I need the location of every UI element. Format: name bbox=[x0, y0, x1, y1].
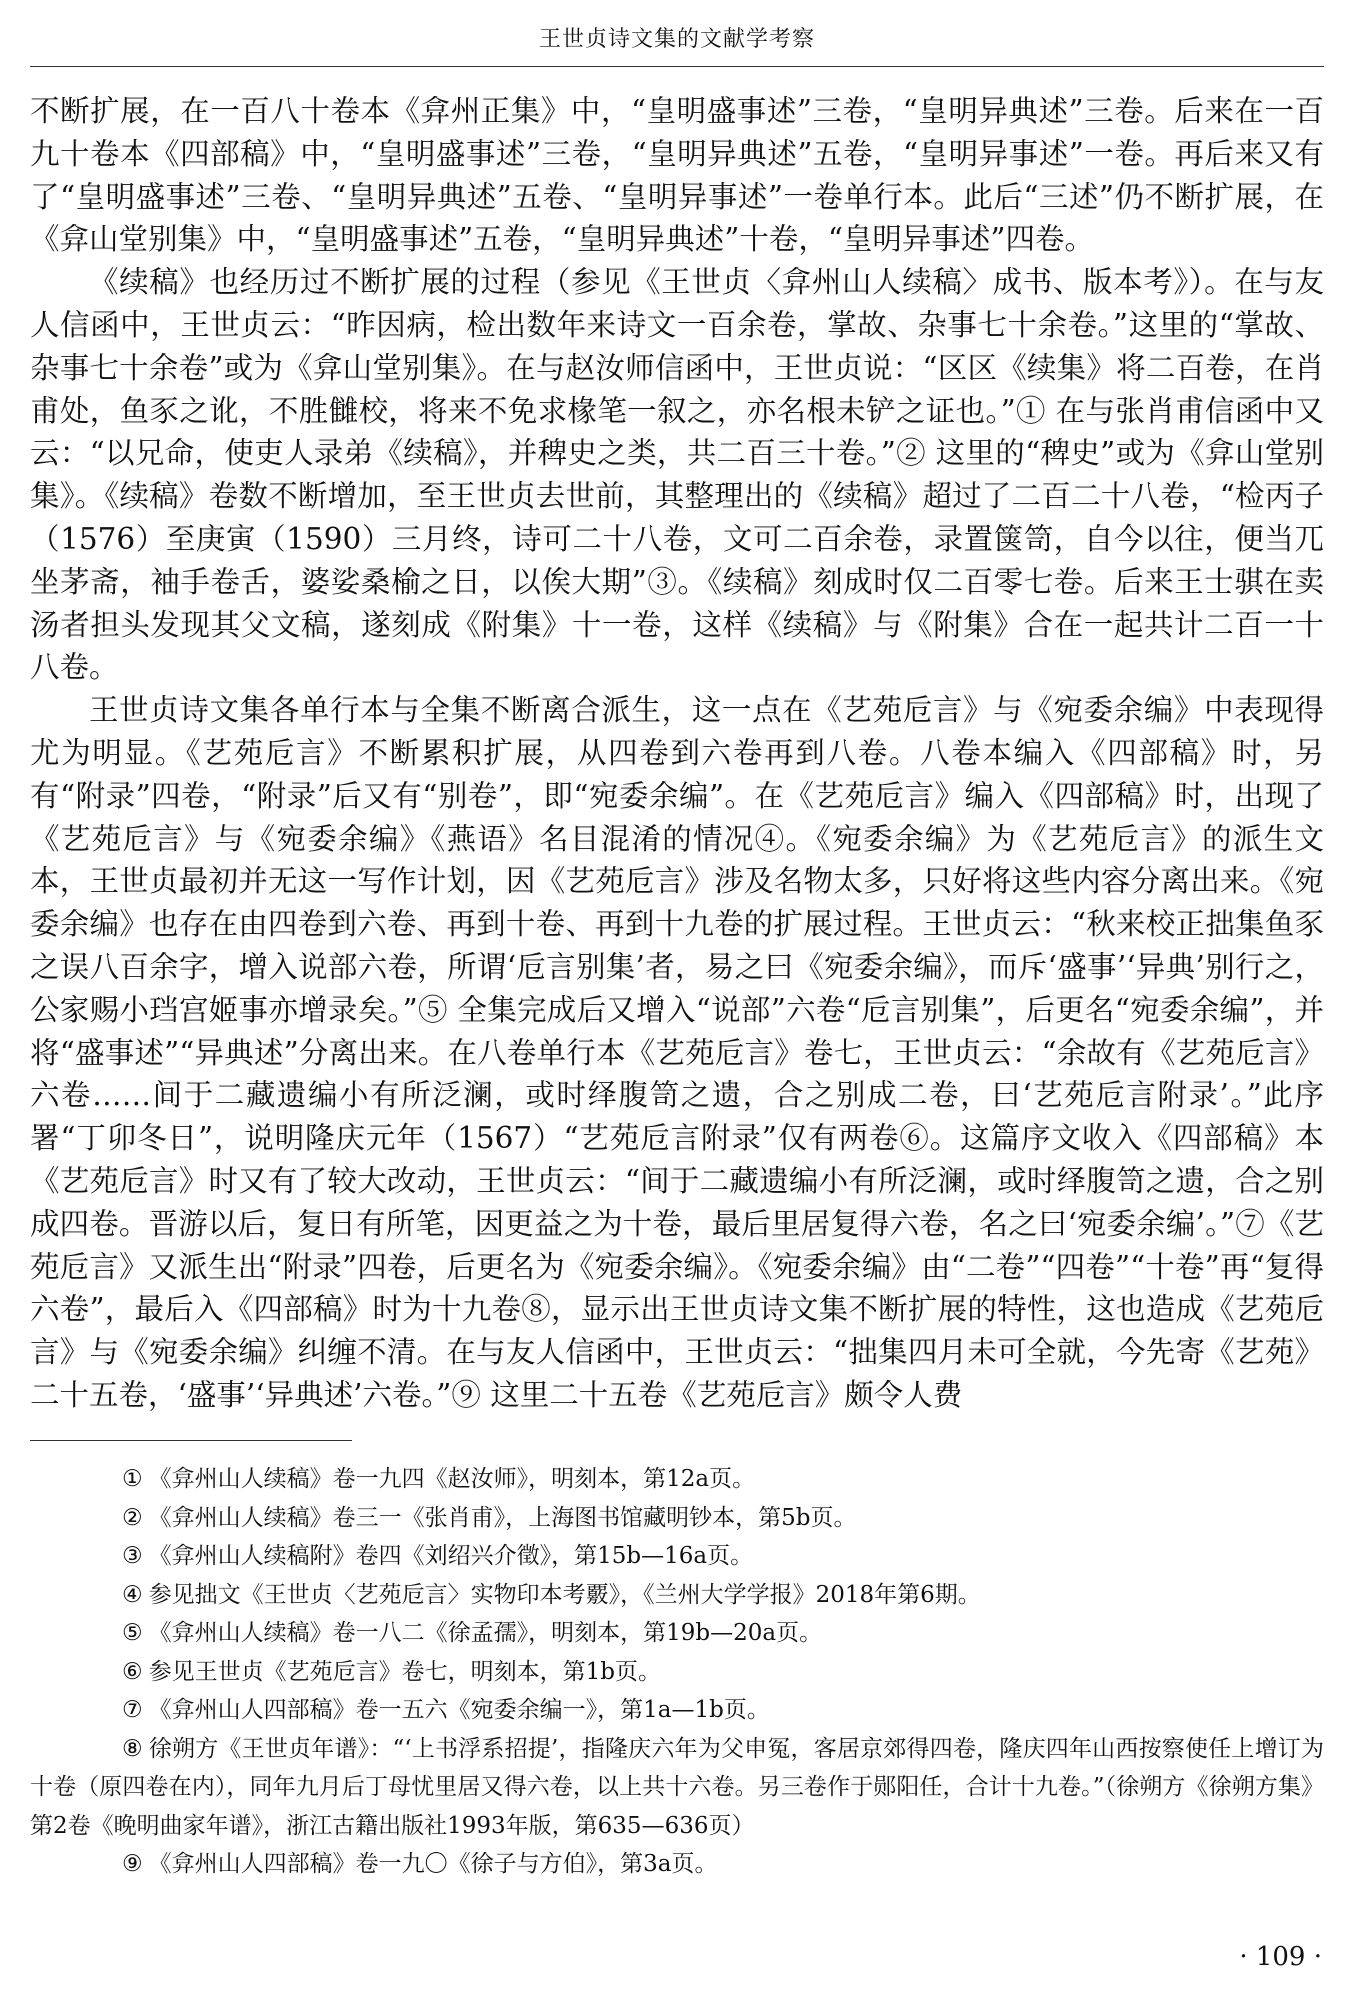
footnote-marker: ⑤ bbox=[122, 1620, 143, 1646]
footnote-8 bbox=[30, 1730, 1324, 1846]
footnote-text: 参见拙文《王世贞〈艺苑卮言〉实物印本考覈》，《兰州大学学报》2018年第6期。 bbox=[148, 1581, 981, 1608]
footnote-3 bbox=[30, 1537, 1324, 1576]
footnote-9 bbox=[30, 1845, 1324, 1884]
footnotes bbox=[30, 1460, 1324, 1884]
page-number: · 109 · bbox=[1239, 1942, 1322, 1972]
footnote-7 bbox=[30, 1691, 1324, 1730]
footnote-marker: ④ bbox=[122, 1581, 143, 1608]
running-header: 王世贞诗文集的文献学考察 bbox=[538, 27, 815, 52]
footnote-marker: ① bbox=[122, 1466, 143, 1492]
footnote-marker: ⑦ bbox=[122, 1697, 143, 1723]
footnote-text: 《弇州山人续稿》卷三一《张肖甫》，上海图书馆藏明钞本，第5b页。 bbox=[148, 1504, 857, 1531]
footnote-2 bbox=[30, 1499, 1324, 1538]
footnote-marker: ② bbox=[122, 1504, 143, 1531]
paragraph-continuation: 不断扩展，在一百八十卷本《弇州正集》中，“皇明盛事述”三卷，“皇明异典述”三卷。后来在一百九十卷本《四部稿》中，“皇明盛事述”三卷，“皇明异典述”五卷，“皇明异事述”一卷。再后来又有了“皇明盛事述”三卷、“皇明异典述”五卷、“皇明异事述”一卷单行本。此后“三述”仍不断扩展，在《弇山堂别集》中，“皇明盛事述”五卷，“皇明异典述”十卷，“皇明异事述”四卷。 bbox=[30, 94, 1324, 257]
footnote-text: 《弇州山人四部稿》卷一九〇《徐子与方伯》，第3a页。 bbox=[148, 1851, 718, 1877]
header-divider bbox=[30, 66, 1324, 67]
footnote-4 bbox=[30, 1576, 1324, 1615]
paragraph-yiyuan: 王世贞诗文集各单行本与全集不断离合派生，这一点在《艺苑卮言》与《宛委余编》中表现得尤为明显。《艺苑卮言》不断累积扩展，从四卷到六卷再到八卷。八卷本编入《四部稿》时，另有“附录”四卷，“附录”后又有“别卷”，即“宛委余编”。在《艺苑卮言》编入《四部稿》时，出现了《艺苑卮言》与《宛委余编》《燕语》名目混淆的情况④。《宛委余编》为《艺苑卮言》的派生文本，王世贞最初并无这一写作计划，因《艺苑卮言》涉及名物太多，只好将这些内容分离出来。《宛委余编》也存在由四卷到六卷、再到十卷、再到十九卷的扩展过程。王世贞云：“秋来校正拙集鱼豕之误八百余字，增入说部六卷，所谓‘卮言别集’者，易之曰《宛委余编》，而斥‘盛事’‘异典’别行之，公家赐小珰宫姬事亦增录矣。”⑤ 全集完成后又增入“说部”六卷“卮言别集”，后更名“宛委余编”，并将“盛事述”“异典述”分离出来。在八卷单行本《艺苑卮言》卷七，王世贞云：“余故有《艺苑卮言》六卷……间于二藏遗编小有所泛澜，或时绎腹笥之遗，合之别成二卷，曰‘艺苑卮言附录’。”此序署“丁卯冬日”，说明隆庆元年（1567）“艺苑卮言附录”仅有两卷⑥。这篇序文收入《四部稿》本《艺苑卮言》时又有了较大改动，王世贞云：“间于二藏遗编小有所泛澜，或时绎腹笥之遗，合之别成四卷。晋游以后，复日有所笔，因更益之为十卷，最后里居复得六卷，名之曰‘宛委余编’。”⑦《艺苑卮言》又派生出“附录”四卷，后更名为《宛委余编》。《宛委余编》由“二卷”“四卷”“十卷”再“复得六卷”，最后入《四部稿》时为十九卷⑧，显示出王世贞诗文集不断扩展的特性，这也造成《艺苑卮言》与《宛委余编》纠缠不清。在与友人信函中，王世贞云：“拙集四月未可全就，今先寄《艺苑》二十五卷，‘盛事’‘异典述’六卷。”⑨ 这里二十五卷《艺苑卮言》颇令人费 bbox=[30, 693, 1324, 1412]
footnote-text: 《弇州山人续稿》卷一九四《赵汝师》，明刻本，第12a页。 bbox=[148, 1466, 756, 1492]
footnote-text: 《弇州山人续稿附》卷四《刘绍兴介徵》，第15b—16a页。 bbox=[148, 1543, 754, 1569]
footnote-marker: ⑨ bbox=[122, 1851, 143, 1877]
footnote-text: 《弇州山人续稿》卷一八二《徐孟孺》，明刻本，第19b—20a页。 bbox=[148, 1620, 823, 1646]
footnote-text: 《弇州山人四部稿》卷一五六《宛委余编一》，第1a—1b页。 bbox=[148, 1697, 770, 1723]
footnote-text: 参见王世贞《艺苑卮言》卷七，明刻本，第1b页。 bbox=[148, 1658, 661, 1685]
footnote-5 bbox=[30, 1614, 1324, 1653]
footnote-divider bbox=[30, 1440, 352, 1441]
footnote-marker: ③ bbox=[122, 1543, 143, 1569]
footnote-text: 徐朔方《王世贞年谱》：“‘上书浮系招提’，指隆庆六年为父申冤，客居京郊得四卷，隆庆四年山西按察使任上增订为十卷（原四卷在内），同年九月后丁母忧里居又得六卷，以上共十六卷。另三卷作于郧阳任，合计十九卷。”（徐朔方《徐朔方集》第2卷《晚明曲家年谱》，浙江古籍出版社1993年版，第635—636页） bbox=[30, 1735, 1324, 1839]
footnote-marker: ⑥ bbox=[122, 1658, 143, 1685]
paragraph-xugao: 《续稿》也经历过不断扩展的过程（参见《王世贞〈弇州山人续稿〉成书、版本考》）。在与友人信函中，王世贞云：“昨因病，检出数年来诗文一百余卷，掌故、杂事七十余卷。”这里的“掌故、杂事七十余卷”或为《弇山堂别集》。在与赵汝师信函中，王世贞说：“区区《续集》将二百卷，在肖甫处，鱼豕之讹，不胜雠校，将来不免求椽笔一叙之，亦名根未铲之证也。”① 在与张肖甫信函中又云：“以兄命，使吏人录弟《续稿》，并稗史之类，共二百三十卷。”② 这里的“稗史”或为《弇山堂别集》。《续稿》卷数不断增加，至王世贞去世前，其整理出的《续稿》超过了二百二十八卷，“检丙子（1576）至庚寅（1590）三月终，诗可二十八卷，文可二百余卷，录置箧笥，自今以往，便当兀坐茅斋，袖手卷舌，婆娑桑榆之日，以俟大期”③。《续稿》刻成时仅二百零七卷。后来王士骐在卖汤者担头发现其父文稿，遂刻成《附集》十一卷，这样《续稿》与《附集》合在一起共计二百一十八卷。 bbox=[30, 265, 1324, 685]
footnote-6 bbox=[30, 1653, 1324, 1692]
footnote-1 bbox=[30, 1460, 1324, 1499]
main-body bbox=[30, 90, 1324, 1417]
footnote-marker: ⑧ bbox=[122, 1735, 143, 1762]
